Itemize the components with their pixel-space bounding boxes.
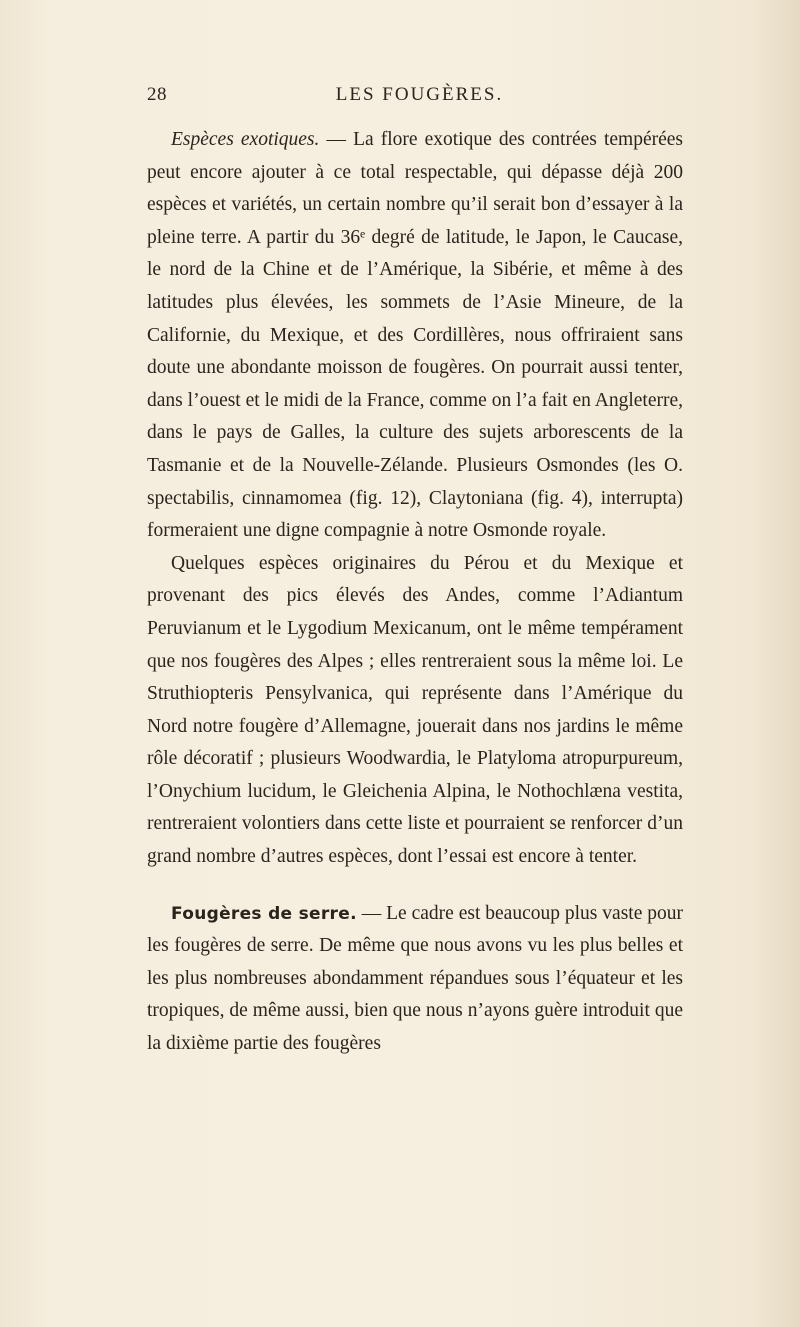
paragraph-text: Quelques espèces originaires du Pérou et du Mexique et provenant des pics élevés des Andes, comme l’Adiantum Peruvianum et le Lygodium Mexicanum, ont le même tempérament que nos fougères des Alpes ; elles rentreraient sous la même loi. Le Struthiopteris Pensylvanica, qui représente dans l’Amérique du Nord notre fougère d’Allemagne, jouerait dans nos jardins le même rôle décoratif ; plusieurs Woodwardia, le Platyloma atropurpureum, l’Onychium lucidum, le Gleichenia Alpina, le Nothochlæna vestita, rentreraient volontiers dans cette liste et pourraient se renforcer d’un grand nombre d’autres espèces, dont l’essai est encore à tenter. bbox=[147, 552, 683, 868]
paragraph-especes-andes bbox=[147, 548, 683, 874]
running-title: LES FOUGÈRES. bbox=[335, 84, 504, 105]
paragraph-lead: Espèces exotiques. bbox=[171, 129, 320, 150]
paragraph-text: — La flore exotique des contrées tempérées peut encore ajouter à ce total respectable, qui dépasse déjà 200 espèces et variétés, un certain nombre qu’il serait bon d’essayer à la pleine terre. A partir du 36ᵉ degré de latitude, le Japon, le Caucase, le nord de la Chine et de l’Amérique, la Sibérie, et même à des latitudes plus élevées, les sommets de l’Asie Mineure, de la Californie, du Mexique, et des Cordillères, nous offriraient sans doute une abondante moisson de fougères. On pourrait aussi tenter, dans l’ouest et le midi de la France, comme on l’a fait en Angleterre, dans le pays de Galles, la culture des sujets arborescents de la Tasmanie et de la Nouvelle-Zélande. Plusieurs Osmondes (les O. spectabilis, cinnamomea (fig. 12), Claytoniana (fig. 4), interrupta) formeraient une digne compagnie à notre Osmonde royale. bbox=[147, 129, 683, 542]
paragraph-lead: Fougères de serre. bbox=[171, 903, 357, 924]
running-head bbox=[147, 84, 682, 114]
page-number: 28 bbox=[147, 84, 167, 105]
paragraph-text: — Le cadre est beaucoup plus vaste pour les fougères de serre. De même que nous avons vu les plus belles et les plus nombreuses abondamment répandues sous l’équateur et les tropiques, de même aussi, bien que nous n’ayons guère introduit que la dixième partie des fougères bbox=[147, 902, 683, 1055]
paragraph-especes-exotiques bbox=[147, 124, 683, 548]
paragraph-fougeres-de-serre bbox=[147, 898, 683, 1061]
body-text bbox=[147, 124, 683, 1061]
